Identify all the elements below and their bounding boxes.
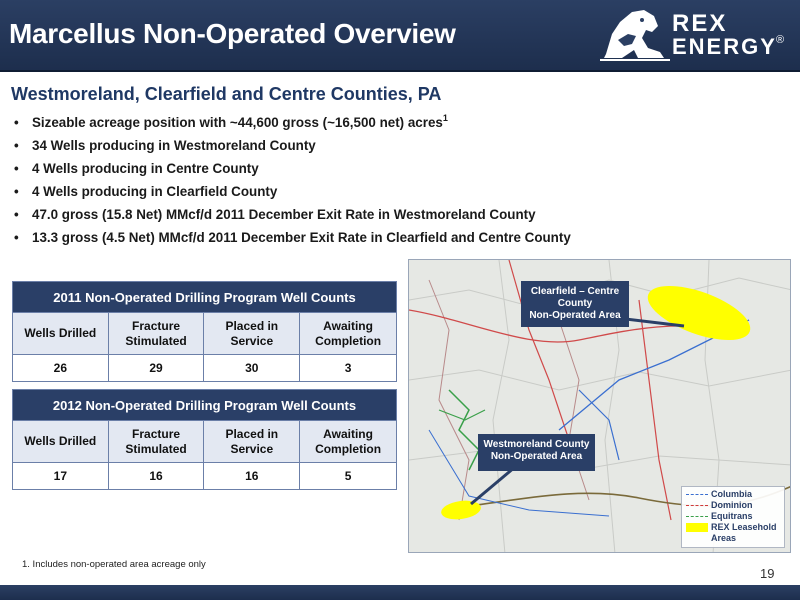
column-header: Wells Drilled: [13, 313, 109, 355]
table-cell: 17: [13, 463, 109, 490]
logo-text-rex: REX: [672, 10, 728, 37]
pennsylvania-map: [408, 259, 791, 553]
bullet-list: [14, 111, 574, 249]
bullet-item: • 13.3 gross (4.5 Net) MMcf/d 2011 December Exit Rate in Clearfield and Centre County: [14, 226, 574, 249]
footer-bar: [0, 585, 800, 600]
bullet-item: • 47.0 gross (15.8 Net) MMcf/d 2011 December Exit Rate in Westmoreland County: [14, 203, 574, 226]
bullet-item: • 34 Wells producing in Westmoreland County: [14, 134, 574, 157]
table-cell: 29: [108, 355, 204, 382]
column-header: Placed in Service: [204, 313, 300, 355]
legend-item-dominion: Dominion: [686, 500, 753, 510]
table-cell: 3: [300, 355, 397, 382]
column-header: Fracture Stimulated: [108, 313, 204, 355]
logo-text-energy: ENERGY: [672, 34, 777, 59]
table-cell: 30: [204, 355, 300, 382]
footnote: 1. Includes non-operated area acreage only: [22, 559, 206, 570]
table-cell: 5: [300, 463, 397, 490]
dinosaur-logo-icon: [598, 4, 672, 62]
section-subtitle: Westmoreland, Clearfield and Centre Counties, PA: [11, 84, 442, 104]
page-number: 19: [760, 566, 775, 581]
legend-item-equitrans: Equitrans: [686, 511, 753, 521]
column-header: Fracture Stimulated: [108, 421, 204, 463]
legend-item-rex-leasehold: REX Leasehold: [686, 522, 777, 532]
page-title: Marcellus Non-Operated Overview: [9, 18, 456, 49]
legend-item-columbia: Columbia: [686, 489, 752, 499]
table-title: 2011 Non-Operated Drilling Program Well Counts: [13, 282, 397, 313]
column-header: Placed in Service: [204, 421, 300, 463]
table-title: 2012 Non-Operated Drilling Program Well Counts: [13, 390, 397, 421]
map-legend: [681, 486, 785, 548]
table-cell: 16: [204, 463, 300, 490]
column-header: Awaiting Completion: [300, 421, 397, 463]
footnote-marker: 1: [442, 113, 448, 123]
legend-item-areas: Areas: [711, 533, 737, 543]
westmoreland-callout: Westmoreland County Non-Operated Area: [478, 434, 595, 471]
clearfield-centre-callout: Clearfield – Centre County Non-Operated Area: [521, 281, 629, 327]
bullet-item: • Sizeable acreage position with ~44,600 gross (~16,500 net) acres$^1$: [14, 111, 574, 134]
bullet-item: • 4 Wells producing in Centre County: [14, 157, 574, 180]
table-cell: 16: [108, 463, 204, 490]
header-bar: [0, 0, 800, 72]
well-counts-table-2011: [12, 281, 397, 382]
table-cell: 26: [13, 355, 109, 382]
bullet-item: • 4 Wells producing in Clearfield County: [14, 180, 574, 203]
column-header: Awaiting Completion: [300, 313, 397, 355]
well-counts-table-2012: [12, 389, 397, 490]
column-header: Wells Drilled: [13, 421, 109, 463]
rex-energy-logo: [598, 4, 794, 64]
registered-mark: ®: [776, 34, 785, 46]
